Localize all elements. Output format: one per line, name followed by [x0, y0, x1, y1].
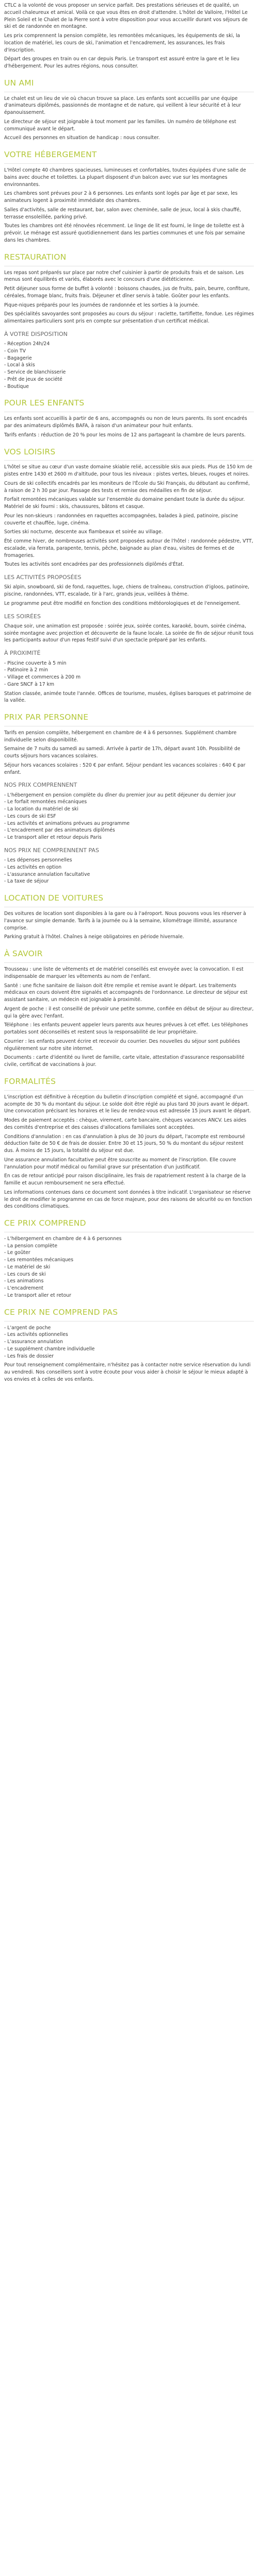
bullet-list [4, 660, 254, 688]
paragraph: Départ des groupes en train ou en car depuis Paris. Le transport est assuré entre la gare et le lieu d'hébergement. Pour les autres régions, nous consulter. [4, 56, 239, 69]
list-item: - Le goûter [4, 1250, 30, 1256]
paragraph: Modes de paiement acceptés : chèque, virement, carte bancaire, chèques vacances ANCV. Les aides des comités d'entreprise et des caisses d'allocations familiales sont acceptées. [4, 1117, 247, 1130]
paragraph: Le programme peut être modifié en fonction des conditions météorologiques et de l'enneigement. [4, 600, 241, 606]
list-item: - L'assurance annulation [4, 1339, 63, 1345]
list-item: - Les animations [4, 1278, 44, 1284]
paragraph: Une assurance annulation facultative peut être souscrite au moment de l'inscription. Elle couvre l'annulation pour motif médical ou familial grave sur présentation d'un justificatif. [4, 1157, 236, 1170]
section-heading-ce-prix-ne-comprend-pas: CE PRIX NE COMPREND PAS [4, 1307, 254, 1321]
list-item: - L'argent de poche [4, 1325, 51, 1331]
list-item: - Prêt de jeux de société [4, 376, 62, 382]
list-item: - Les remontées mécaniques [4, 1257, 74, 1263]
list-item: - L'assurance annulation facultative [4, 871, 90, 877]
bullet-list [4, 792, 254, 841]
paragraph: Séjour hors vacances scolaires : 520 € par enfant. Séjour pendant les vacances scolaires : 640 € par enfant. [4, 762, 246, 775]
paragraph: L'inscription est définitive à réception du bulletin d'inscription complété et signé, accompagné d'un acompte de 30 % du montant du séjour. Le solde doit être réglé au plus tard 30 jours avant le départ. Une convocation précisant les horaires et le lieu de rendez-vous est adressée 15 jours avant le départ. [4, 1094, 251, 1114]
list-item: - La taxe de séjour [4, 878, 49, 885]
list-item: - Réception 24h/24 [4, 341, 50, 347]
paragraph: Salles d'activités, salle de restaurant, bar, salon avec cheminée, salle de jeux, local à skis chauffé, terrasse ensoleillée, parking privé. [4, 207, 241, 220]
paragraph: Les prix comprennent la pension complète, les remontées mécaniques, les équipements de ski, la location de matériel, les cours de ski, l'animation et l'encadrement, les assurances, les frais d'inscription. [4, 33, 240, 53]
list-item: - Le matériel de ski [4, 1264, 51, 1270]
paragraph: L'hôtel se situe au cœur d'un vaste domaine skiable relié, accessible skis aux pieds. Plus de 150 km de pistes entre 1430 et 2600 m d'altitude, pour tous les niveaux : pistes vertes, bleues, rouges et noires. [4, 464, 252, 478]
subsection-heading-a-proximite: À PROXIMITÉ [4, 650, 41, 657]
paragraph: Téléphone : les enfants peuvent appeler leurs parents aux heures prévues à cet effet. Les téléphones portables sont déconseillés et restent sous la responsabilité de leur propriétaire. [4, 1022, 248, 1036]
list-item: - Le forfait remontées mécaniques [4, 799, 87, 805]
paragraph: Trousseau : une liste de vêtements et de matériel conseillés est envoyée avec la convocation. Il est indispensable de marquer les vêtements au nom de l'enfant. [4, 967, 244, 979]
paragraph: Des spécialités savoyardes sont proposées au cours du séjour : raclette, tartiflette, fondue. Les régimes alimentaires particuliers sont pris en compte sur présentation d'un certificat médical. [4, 311, 254, 325]
section-heading-votre-hebergement: VOTRE HÉBERGEMENT [4, 149, 254, 164]
subsection-heading-les-soirees: LES SOIRÉES [4, 613, 41, 620]
paragraph: Petit déjeuner sous forme de buffet à volonté : boissons chaudes, jus de fruits, pain, beurre, confiture, céréales, fromage blanc, fruits frais. Déjeuner et dîner servis à table. Goûter pour les enfants. [4, 286, 250, 299]
bullet-list [4, 857, 254, 885]
list-item: - L'encadrement [4, 1285, 44, 1292]
list-item: - Le supplément chambre individuelle [4, 1346, 95, 1352]
paragraph: Toutes les chambres ont été rénovées récemment. Le linge de lit est fourni, le linge de toilette est à prévoir. Le ménage est assuré quotidiennement dans les parties communes et une fois par semaine dans les chambres. [4, 223, 245, 243]
paragraph: Tarifs en pension complète, hébergement en chambre de 4 à 6 personnes. Supplément chambre individuelle selon disponibilité. [4, 730, 237, 743]
paragraph: Les enfants sont accueillis à partir de 6 ans, accompagnés ou non de leurs parents. Ils sont encadrés par des animateurs diplômés BAFA, à raison d'un animateur pour huit enfants. [4, 416, 247, 429]
section-heading-ce-prix-comprend: CE PRIX COMPREND [4, 1217, 254, 1232]
list-item: - Service de blanchisserie [4, 369, 66, 376]
paragraph: Chaque soir, une animation est proposée : soirée jeux, soirée contes, karaoké, boum, soirée cinéma, soirée montagne avec projection et découverte de la faune locale. La soirée de fin de séjour réunit tous les participants autour d'un repas festif suivi d'un spectacle préparé par les enfants. [4, 623, 254, 643]
paragraph: Semaine de 7 nuits du samedi au samedi. Arrivée à partir de 17h, départ avant 10h. Possibilité de courts séjours hors vacances scolaires. [4, 746, 240, 759]
list-item: - Bagagerie [4, 355, 32, 361]
subsection-heading-nos-prix-comprennent: NOS PRIX COMPRENNENT [4, 782, 77, 789]
bullet-list [4, 1235, 254, 1299]
paragraph: CTLC a la volonté de vous proposer un service parfait. Des prestations sérieuses et de qualité, un accueil chaleureux et amical. Voilà ce que vous êtes en droit d'attendre. L'hôtel de Valloire, l'Hôtel Le Plein Soleil et le Chalet de la Pierre sont à votre disposition pour vous accueillir durant vos séjours de ski et de randonnée en montagne. [4, 3, 248, 30]
list-item: - Village et commerces à 200 m [4, 674, 81, 680]
list-item: - Les activités et animations prévues au programme [4, 820, 130, 826]
paragraph: Les repas sont préparés sur place par notre chef cuisinier à partir de produits frais et de saison. Les menus sont équilibrés et variés, élaborés avec le concours d'une diététicienne. [4, 269, 244, 283]
list-item: - Les frais de dossier [4, 1353, 54, 1359]
list-item: - Les activités optionnelles [4, 1332, 68, 1338]
subsection-heading-nos-prix-ne-comprennent-pas: NOS PRIX NE COMPRENNENT PAS [4, 846, 99, 854]
list-item: - Les activités en option [4, 864, 62, 870]
section-heading-formalites: FORMALITÉS [4, 1076, 254, 1091]
list-item: - Piscine couverte à 5 min [4, 660, 67, 666]
paragraph: Cours de ski collectifs encadrés par les moniteurs de l'École du Ski Français, du débutant au confirmé, à raison de 2 h 30 par jour. Passage des tests et remise des médailles en fin de séjour. [4, 480, 250, 494]
paragraph: Les informations contenues dans ce document sont données à titre indicatif. L'organisateur se réserve le droit de modifier le programme en cas de force majeure, pour des raisons de sécurité ou en fonction des conditions climatiques. [4, 1189, 252, 1210]
paragraph: Santé : une fiche sanitaire de liaison doit être remplie et remise avant le départ. Les traitements médicaux en cours doivent être signalés et accompagnés de l'ordonnance. Le directeur de séjour est assistant sanitaire, un médecin est joignable à proximité. [4, 982, 248, 1003]
list-item: - Local à skis [4, 362, 35, 368]
paragraph: Toutes les activités sont encadrées par des professionnels diplômés d'État. [4, 562, 184, 568]
paragraph: Station classée, animée toute l'année. Offices de tourisme, musées, églises baroques et patrimoine de la vallée. [4, 690, 252, 704]
bullet-list [4, 341, 254, 390]
subsection-heading-a-votre-disposition: À VOTRE DISPOSITION [4, 330, 68, 337]
paragraph: Parking gratuit à l'hôtel. Chaînes à neige obligatoires en période hivernale. [4, 934, 184, 940]
paragraph: Courrier : les enfants peuvent écrire et recevoir du courrier. Des nouvelles du séjour sont publiées régulièrement sur notre site internet. [4, 1038, 240, 1052]
bullet-list [4, 1325, 254, 1360]
list-item: - Boutique [4, 383, 29, 389]
paragraph: Conditions d'annulation : en cas d'annulation à plus de 30 jours du départ, l'acompte est remboursé déduction faite de 50 € de frais de dossier. Entre 30 et 15 jours, 50 % du montant du séjour restent dus. À moins de 15 jours, la totalité du séjour est due. [4, 1133, 245, 1154]
list-item: - La location du matériel de ski [4, 806, 78, 812]
paragraph: Argent de poche : il est conseillé de prévoir une petite somme, confiée en début de séjour au directeur, qui la gère avec l'enfant. [4, 1006, 254, 1019]
list-item: - Le transport aller et retour depuis Paris [4, 835, 102, 841]
list-item: - Le transport aller et retour [4, 1292, 71, 1298]
list-item: - Coin TV [4, 348, 26, 354]
section-heading-a-savoir: À SAVOIR [4, 948, 254, 963]
paragraph: Forfait remontées mécaniques valable sur l'ensemble du domaine pendant toute la durée du séjour. Matériel de ski fourni : skis, chaussures, bâtons et casque. [4, 497, 245, 510]
paragraph: Le chalet est un lieu de vie où chacun trouve sa place. Les enfants sont accueillis par une équipe d'animateurs diplômés, passionnés de montagne et de nature, qui veillent à leur sécurité et à leur épanouissement. [4, 95, 241, 116]
section-heading-restauration: RESTAURATION [4, 251, 254, 266]
subsection-heading-les-activites-proposees: LES ACTIVITÉS PROPOSÉES [4, 574, 82, 581]
paragraph: Documents : carte d'identité ou livret de famille, carte vitale, attestation d'assurance responsabilité civile, certificat de vaccinations à jour. [4, 1055, 245, 1068]
paragraph: Les chambres sont prévues pour 2 à 6 personnes. Les enfants sont logés par âge et par sexe, les animateurs logent à proximité immédiate des chambres. [4, 191, 238, 204]
list-item: - Les cours de ski ESF [4, 813, 56, 819]
paragraph: Accueil des personnes en situation de handicap : nous consulter. [4, 135, 160, 141]
list-item: - L'hébergement en pension complète du dîner du premier jour au petit déjeuner du dernier jour [4, 792, 236, 798]
list-item: - Les cours de ski [4, 1271, 46, 1277]
paragraph: Des voitures de location sont disponibles à la gare ou à l'aéroport. Nous pouvons vous les réserver à l'avance sur simple demande. Tarifs à la journée ou à la semaine, kilométrage illimité, assurance comprise. [4, 911, 246, 931]
paragraph: Sorties ski nocturne, descente aux flambeaux et soirée au village. [4, 529, 163, 535]
paragraph: Été comme hiver, de nombreuses activités sont proposées autour de l'hôtel : randonnée pédestre, VTT, escalade, via ferrata, parapente, tennis, pêche, baignade au plan d'eau, visites de fermes et de fromageries. [4, 538, 253, 558]
list-item: - L'hébergement en chambre de 4 à 6 personnes [4, 1235, 122, 1242]
paragraph: L'Hôtel compte 40 chambres spacieuses, lumineuses et confortables, toutes équipées d'une salle de bains avec douche et toilettes. La plupart disposent d'un balcon avec vue sur les montagnes environnantes. [4, 167, 246, 188]
list-item: - Patinoire à 2 min [4, 667, 48, 673]
section-heading-location-de-voitures: LOCATION DE VOITURES [4, 892, 254, 907]
section-heading-vos-loisirs: VOS LOISIRS [4, 446, 254, 461]
paragraph: En cas de retour anticipé pour raison disciplinaire, les frais de rapatriement restent à la charge de la famille et aucun remboursement ne sera effectué. [4, 1173, 246, 1187]
paragraph: Pour tout renseignement complémentaire, n'hésitez pas à contacter notre service réservation du lundi au vendredi. Nos conseillers sont à votre écoute pour vous aider à choisir le séjour le mieux adapté à vos envies et à celles de vos enfants. [4, 1362, 251, 1382]
paragraph: Ski alpin, snowboard, ski de fond, raquettes, luge, chiens de traîneau, construction d'igloos, patinoire, piscine, randonnées, VTT, escalade, tir à l'arc, grands jeux, veillées à thème. [4, 584, 250, 598]
paragraph: Pique-niques préparés pour les journées de randonnée et les sorties à la journée. [4, 302, 200, 308]
list-item: - L'encadrement par des animateurs diplômés [4, 827, 115, 834]
section-heading-un-ami: UN AMI [4, 77, 254, 92]
section-heading-pour-les-enfants: POUR LES ENFANTS [4, 397, 254, 412]
paragraph: Le directeur de séjour est joignable à tout moment par les familles. Un numéro de téléphone est communiqué avant le départ. [4, 118, 236, 132]
paragraph: Tarifs enfants : réduction de 20 % pour les moins de 12 ans partageant la chambre de leurs parents. [4, 432, 246, 438]
section-heading-prix-par-personne: PRIX PAR PERSONNE [4, 711, 254, 726]
list-item: - La pension complète [4, 1243, 58, 1249]
paragraph: Pour les non-skieurs : randonnées en raquettes accompagnées, balades à pied, patinoire, piscine couverte et chauffée, luge, cinéma. [4, 513, 238, 526]
list-item: - Les dépenses personnelles [4, 857, 72, 863]
list-item: - Gare SNCF à 17 km [4, 681, 55, 687]
